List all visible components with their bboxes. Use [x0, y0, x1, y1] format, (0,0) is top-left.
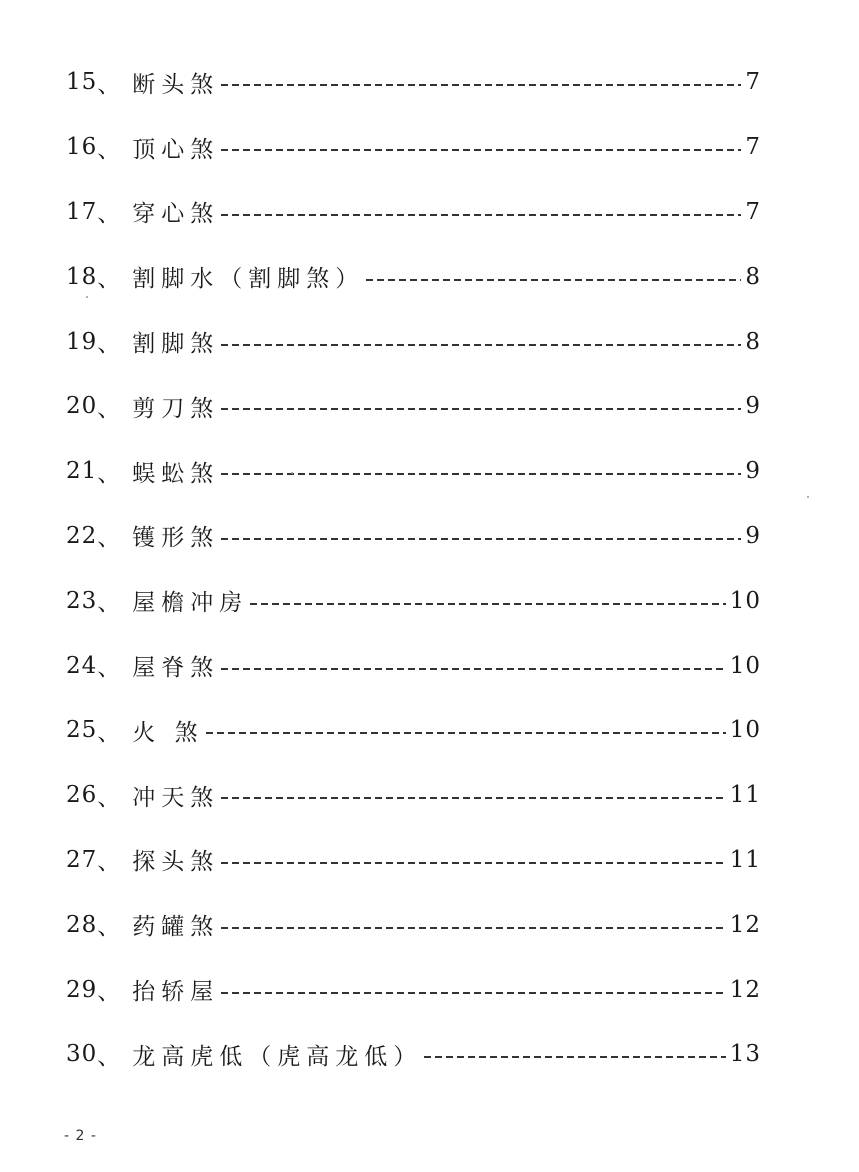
dotted-leader	[250, 603, 725, 605]
entry-page-number: 9	[745, 393, 761, 420]
entry-page-number: 9	[745, 458, 761, 485]
dotted-leader	[221, 84, 741, 86]
entry-title: 屋脊煞	[132, 655, 220, 682]
toc-entry	[66, 892, 761, 957]
entry-number: 23	[66, 587, 98, 614]
entry-separator: 、	[97, 590, 121, 617]
entry-separator: 、	[97, 914, 121, 941]
entry-separator: 、	[97, 849, 121, 876]
dotted-leader	[221, 668, 725, 670]
entry-separator: 、	[97, 1043, 121, 1070]
entry-title: 割脚煞	[132, 331, 220, 358]
entry-number: 16	[66, 134, 98, 161]
entry-separator: 、	[97, 979, 121, 1006]
entry-page-number: 7	[745, 134, 761, 161]
toc-entry	[66, 1022, 761, 1087]
scan-speck	[807, 496, 809, 498]
dotted-leader	[221, 344, 741, 346]
entry-separator: 、	[97, 331, 121, 358]
entry-number: 20	[66, 393, 98, 420]
entry-page-number: 8	[745, 263, 761, 290]
entry-title: 蜈蚣煞	[132, 460, 220, 487]
page-number: - 2 -	[64, 1128, 97, 1144]
entry-number: 24	[66, 652, 98, 679]
dotted-leader	[221, 992, 725, 994]
scan-speck	[86, 296, 88, 298]
entry-separator: 、	[97, 266, 121, 293]
dotted-leader	[366, 279, 741, 281]
entry-number: 22	[66, 522, 98, 549]
entry-title: 药罐煞	[132, 914, 220, 941]
toc-entry	[66, 50, 761, 115]
entry-separator: 、	[97, 784, 121, 811]
entry-separator: 、	[97, 136, 121, 163]
entry-title: 火 煞	[132, 719, 204, 746]
entry-title: 探头煞	[132, 849, 220, 876]
dotted-leader	[221, 862, 725, 864]
toc-entry	[66, 309, 761, 374]
entry-page-number: 12	[729, 976, 761, 1003]
entry-title: 冲天煞	[132, 784, 220, 811]
entry-page-number: 9	[745, 522, 761, 549]
entry-number: 19	[66, 328, 98, 355]
entry-title: 剪刀煞	[132, 395, 220, 422]
entry-page-number: 10	[729, 587, 761, 614]
dotted-leader	[221, 214, 741, 216]
dotted-leader	[221, 797, 725, 799]
entry-title: 穿心煞	[132, 201, 220, 228]
entry-page-number: 11	[729, 782, 761, 809]
toc-entry	[66, 568, 761, 633]
toc-entry	[66, 115, 761, 180]
entry-number: 30	[66, 1041, 98, 1068]
entry-page-number: 10	[729, 717, 761, 744]
entry-separator: 、	[97, 201, 121, 228]
toc-entry	[66, 439, 761, 504]
entry-title: 顶心煞	[132, 136, 220, 163]
toc-entry	[66, 180, 761, 245]
toc-entry	[66, 957, 761, 1022]
entry-separator: 、	[97, 719, 121, 746]
toc-entry	[66, 633, 761, 698]
toc-entry	[66, 504, 761, 569]
toc-entry	[66, 828, 761, 893]
entry-title: 镬形煞	[132, 525, 220, 552]
dotted-leader	[221, 408, 741, 410]
entry-number: 21	[66, 458, 98, 485]
entry-number: 25	[66, 717, 98, 744]
entry-page-number: 8	[745, 328, 761, 355]
entry-separator: 、	[97, 655, 121, 682]
entry-page-number: 7	[745, 69, 761, 96]
entry-separator: 、	[97, 395, 121, 422]
entry-page-number: 7	[745, 198, 761, 225]
entry-title: 割脚水（割脚煞）	[132, 266, 365, 293]
entry-title: 断头煞	[132, 71, 220, 98]
entry-separator: 、	[97, 525, 121, 552]
toc-entry	[66, 698, 761, 763]
dotted-leader	[424, 1056, 725, 1058]
dotted-leader	[221, 538, 741, 540]
entry-page-number: 11	[729, 846, 761, 873]
entry-separator: 、	[97, 71, 121, 98]
entry-page-number: 13	[729, 1041, 761, 1068]
dotted-leader	[206, 732, 726, 734]
entry-page-number: 10	[729, 652, 761, 679]
scan-speck	[291, 472, 293, 474]
entry-title: 屋檐冲房	[132, 590, 249, 617]
entry-number: 26	[66, 782, 98, 809]
toc-entry	[66, 244, 761, 309]
entry-number: 18	[66, 263, 98, 290]
entry-number: 29	[66, 976, 98, 1003]
dotted-leader	[221, 149, 741, 151]
entry-number: 15	[66, 69, 98, 96]
entry-number: 17	[66, 198, 98, 225]
toc-entry	[66, 374, 761, 439]
entry-title: 抬轿屋	[132, 979, 220, 1006]
entry-number: 28	[66, 911, 98, 938]
entry-title: 龙高虎低（虎高龙低）	[132, 1043, 423, 1070]
entry-separator: 、	[97, 460, 121, 487]
entry-page-number: 12	[729, 911, 761, 938]
dotted-leader	[221, 473, 741, 475]
dotted-leader	[221, 927, 725, 929]
toc-entry	[66, 763, 761, 828]
entry-number: 27	[66, 846, 98, 873]
table-of-contents	[66, 50, 761, 1087]
